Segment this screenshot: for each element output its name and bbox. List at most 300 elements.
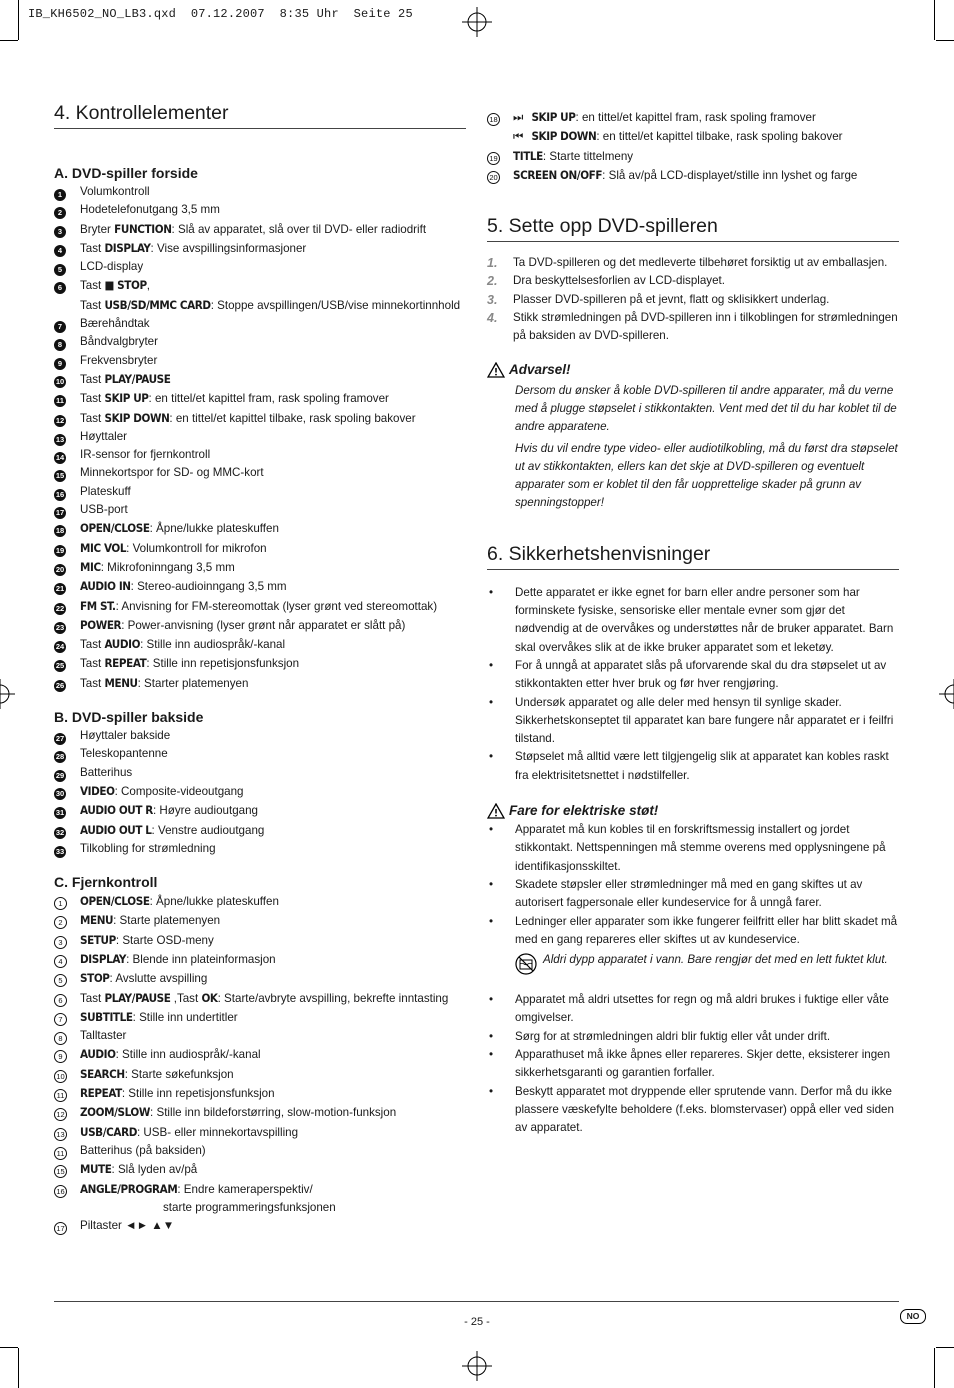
bullet-text: For å unngå at apparatet slås på uforvarende skal du dra støpselet ut av stikkontakten etter hver bruk og før hver rengjøring. bbox=[515, 658, 887, 691]
item-description: : Blende inn plateinformasjon bbox=[126, 952, 276, 966]
item-keyword: REPEAT bbox=[104, 656, 147, 671]
item-description: : Starte platemenyen bbox=[113, 914, 221, 928]
item-description: : en tittel/et kapittel tilbake, rask spoling bakover bbox=[596, 130, 843, 144]
item-number-badge: 29 bbox=[55, 770, 65, 780]
item-description: : USB- eller minnekortavspilling bbox=[136, 1125, 299, 1139]
crop-mark bbox=[936, 1347, 954, 1348]
list-item bbox=[54, 428, 466, 446]
item-number bbox=[54, 616, 80, 634]
item-keyword: AUDIO OUT L bbox=[80, 822, 152, 837]
list-item bbox=[54, 654, 466, 673]
step-text: Dra beskyttelsesforlien av LCD-displayet. bbox=[513, 274, 725, 288]
bullet-item bbox=[487, 657, 899, 694]
item-text bbox=[80, 220, 466, 239]
item-number bbox=[54, 1084, 80, 1102]
item-description: : Volumkontroll for mikrofon bbox=[126, 541, 267, 555]
item-keyword: DISPLAY bbox=[104, 240, 151, 255]
item-number-badge: 11 bbox=[54, 1147, 67, 1160]
warning-paragraph-1: Dersom du ønsker å koble DVD-spilleren til andre apparater, må du verne med å plugge støpselet i stikkontakten. Vent med det til du har koblet til de andre apparatene. bbox=[515, 383, 897, 434]
item-number bbox=[54, 911, 80, 929]
list-item bbox=[54, 239, 466, 258]
bullet-text: Apparatet må aldri utsettes for regn og må aldri brukes i fuktige eller våte omgivelser. bbox=[515, 993, 889, 1025]
item-description: : Composite-videoutgang bbox=[114, 784, 244, 798]
item-text bbox=[80, 539, 466, 558]
item-description: Teleskopantenne bbox=[80, 747, 168, 761]
item-description: Frekvensbryter bbox=[80, 353, 158, 367]
item-text bbox=[80, 464, 466, 482]
step-number: 2. bbox=[487, 274, 498, 289]
right-column bbox=[487, 108, 899, 1137]
item-number-badge: 10 bbox=[55, 376, 65, 386]
section-6-title: 6. Sikkerhetshenvisninger bbox=[487, 541, 899, 570]
list-item bbox=[54, 1160, 466, 1179]
item-text bbox=[80, 446, 466, 464]
item-number bbox=[54, 1142, 80, 1160]
list-item bbox=[54, 950, 466, 969]
bullet-text: Undersøk apparatet og alle deler med hensyn til synlige skader. Sikkerhetskonseptet til apparatet kan bare fungere når apparatet er i feilfri tilstand. bbox=[515, 695, 894, 746]
list-item bbox=[54, 1123, 466, 1142]
item-description: : Mikrofoninngang 3,5 mm bbox=[100, 560, 235, 574]
setup-step bbox=[487, 291, 899, 309]
item-text bbox=[513, 108, 899, 127]
item-number-badge: 15 bbox=[55, 471, 65, 481]
item-description: : Slå lyden av/på bbox=[111, 1163, 198, 1177]
item-description: : en tittel/et kapittel fram, rask spoling framover bbox=[575, 111, 816, 124]
item-description: Høyttaler bbox=[80, 429, 128, 443]
item-description: Tilkobling for strømledning bbox=[80, 841, 216, 855]
list-item bbox=[54, 389, 466, 408]
item-number bbox=[54, 333, 80, 351]
crop-mark bbox=[934, 1348, 935, 1388]
bullet-dot: • bbox=[489, 877, 494, 891]
item-number bbox=[54, 558, 80, 576]
bullet-text: Apparathuset må ikke åpnes eller repareres. Skjer dette, eksisterer ingen sikkerhetsgaranti og garantien forfaller. bbox=[515, 1047, 891, 1080]
setup-step bbox=[487, 309, 899, 346]
item-number-badge: 19 bbox=[487, 152, 500, 165]
step-number: 1. bbox=[487, 256, 498, 271]
item-description: : Endre kameraperspektiv/ bbox=[177, 1182, 313, 1196]
electric-shock-bullets-list bbox=[487, 821, 899, 949]
item-text bbox=[80, 501, 466, 519]
safety-bullets-list bbox=[487, 584, 899, 785]
item-description: : Starte tittelmeny bbox=[542, 149, 634, 163]
item-number bbox=[54, 764, 80, 782]
bullet-text: Støpselet må alltid være lett tilgjengelig slik at apparatet kan kobles raskt fra elektrisitetsnettet i nødstilfeller. bbox=[515, 750, 889, 782]
item-number-badge: 31 bbox=[55, 808, 65, 818]
item-text bbox=[513, 166, 899, 185]
item-number-badge: 27 bbox=[55, 734, 65, 744]
item-number bbox=[54, 501, 80, 519]
list-item bbox=[487, 108, 899, 127]
item-number-badge: 9 bbox=[54, 358, 66, 370]
item-number bbox=[54, 782, 80, 800]
skip-icon: ⏭ bbox=[513, 111, 524, 124]
step-text: Stikk strømledningen på DVD-spilleren inn i tilkoblingen for strømledningen på baksiden av DVD-spilleren. bbox=[513, 311, 898, 343]
item-description: : Åpne/lukke plateskuffen bbox=[149, 895, 279, 909]
item-number-badge: 1 bbox=[54, 189, 66, 201]
front-controls-list bbox=[54, 183, 466, 693]
list-item bbox=[54, 821, 466, 840]
list-item bbox=[54, 519, 466, 538]
item-number-badge: 17 bbox=[54, 1222, 67, 1235]
item-description: Minnekortspor for SD- og MMC-kort bbox=[80, 466, 264, 480]
item-description: : Høyre audioutgang bbox=[152, 804, 258, 818]
bullet-item bbox=[487, 991, 899, 1028]
list-item bbox=[54, 616, 466, 635]
list-item bbox=[54, 1065, 466, 1084]
item-description: : Slå av/på LCD-displayet/stille inn lyshet og farge bbox=[602, 168, 858, 182]
item-description: : Stoppe avspillingen/USB/vise minnekortinnhold bbox=[210, 298, 461, 312]
item-keyword: AUDIO IN bbox=[80, 579, 131, 594]
item-number bbox=[54, 892, 80, 910]
item-description: : Stille inn audiospråk/-kanal bbox=[115, 1048, 261, 1062]
item-keyword: ZOOM/SLOW bbox=[80, 1105, 151, 1120]
list-item bbox=[54, 1142, 466, 1160]
item-text bbox=[80, 727, 466, 745]
item-number bbox=[54, 1027, 80, 1045]
item-text bbox=[80, 969, 466, 988]
bullet-dot: • bbox=[489, 914, 494, 928]
item-number-badge: 7 bbox=[54, 321, 66, 333]
item-text bbox=[80, 239, 466, 258]
item-description: : Starter platemenyen bbox=[137, 676, 249, 690]
list-item bbox=[54, 220, 466, 239]
item-text bbox=[80, 1160, 466, 1179]
item-number bbox=[54, 969, 80, 987]
item-keyword: SUBTITLE bbox=[80, 1009, 133, 1024]
item-description: USB-port bbox=[80, 503, 128, 517]
list-item bbox=[54, 782, 466, 801]
list-item bbox=[54, 483, 466, 501]
item-description: : Starte søkefunksjon bbox=[124, 1067, 234, 1081]
item-number bbox=[54, 1180, 80, 1198]
item-number-badge: 11 bbox=[54, 395, 66, 407]
item-number bbox=[54, 409, 80, 427]
item-keyword: PLAY/PAUSE bbox=[104, 371, 171, 386]
item-number-badge: 13 bbox=[54, 1128, 67, 1141]
item-keyword: AUDIO bbox=[80, 1047, 116, 1062]
item-text bbox=[80, 764, 466, 782]
item-prefix: Tast bbox=[80, 991, 105, 1005]
list-item bbox=[54, 446, 466, 464]
list-item bbox=[54, 409, 466, 428]
list-item bbox=[54, 931, 466, 950]
item-text bbox=[80, 911, 466, 930]
item-keyword: POWER bbox=[80, 617, 122, 632]
bullet-dot: • bbox=[489, 1084, 494, 1098]
item-description: Volumkontroll bbox=[80, 185, 150, 198]
item-keyword: VIDEO bbox=[80, 783, 115, 798]
list-item bbox=[487, 166, 899, 185]
list-item bbox=[54, 892, 466, 911]
crop-mark bbox=[0, 1347, 18, 1348]
list-item bbox=[54, 1199, 466, 1217]
item-text bbox=[80, 333, 466, 351]
item-description: : Stille inn repetisjonsfunksjon bbox=[121, 1087, 275, 1101]
item-description: starte programmeringsfunksjonen bbox=[163, 1200, 336, 1214]
item-number bbox=[54, 276, 80, 294]
item-keyword: TITLE bbox=[513, 148, 543, 163]
item-keyword: DISPLAY bbox=[80, 951, 127, 966]
moisture-bullets-list bbox=[487, 991, 899, 1137]
item-keyword: SKIP DOWN bbox=[531, 129, 597, 144]
skip-icon: ⏮ bbox=[513, 130, 524, 144]
bullet-item bbox=[487, 1028, 899, 1046]
item-number-badge: 21 bbox=[55, 584, 65, 594]
item-keyword: OK bbox=[201, 990, 218, 1005]
list-item bbox=[54, 840, 466, 858]
list-item bbox=[54, 333, 466, 351]
bullet-text: Beskytt apparatet mot dryppende eller sprutende vann. Derfor må du ikke plassere væskefylte beholdere (f.eks. blomstervaser) oppå eller ved siden av apparatet. bbox=[515, 1084, 894, 1135]
item-number bbox=[54, 1123, 80, 1141]
item-number bbox=[54, 370, 80, 388]
item-description: : en tittel/et kapittel fram, rask spoling framover bbox=[148, 392, 389, 406]
danger-title: Fare for elektriske støt! bbox=[509, 803, 659, 819]
item-number bbox=[54, 1160, 80, 1178]
item-number bbox=[54, 183, 80, 201]
item-text bbox=[80, 1199, 466, 1217]
registration-mark-icon bbox=[939, 679, 954, 709]
item-number bbox=[54, 258, 80, 276]
item-keyword: PLAY/PAUSE bbox=[104, 990, 171, 1005]
item-description: : en tittel/et kapittel tilbake, rask spoling bakover bbox=[169, 411, 416, 425]
item-prefix: Tast bbox=[80, 372, 105, 386]
item-keyword: MENU bbox=[80, 913, 114, 928]
setup-step bbox=[487, 272, 899, 290]
item-number bbox=[54, 597, 80, 615]
list-item bbox=[54, 1084, 466, 1103]
item-text bbox=[80, 616, 466, 635]
item-number bbox=[54, 840, 80, 858]
crop-mark bbox=[934, 0, 935, 40]
item-number-badge: 17 bbox=[55, 508, 65, 518]
item-number bbox=[54, 315, 80, 333]
item-number-badge: 28 bbox=[55, 752, 65, 762]
bullet-dot: • bbox=[489, 585, 494, 599]
item-text bbox=[80, 931, 466, 950]
item-number bbox=[54, 464, 80, 482]
item-number bbox=[54, 220, 80, 238]
registration-mark-icon bbox=[0, 679, 15, 709]
item-number bbox=[54, 483, 80, 501]
item-text bbox=[80, 821, 466, 840]
item-number-badge: 18 bbox=[55, 526, 65, 536]
item-keyword: USB/SD/MMC CARD bbox=[104, 297, 211, 312]
item-text bbox=[513, 147, 899, 166]
bullet-item bbox=[487, 694, 899, 749]
item-text bbox=[80, 577, 466, 596]
item-description: ,Tast bbox=[170, 991, 202, 1005]
step-number: 3. bbox=[487, 292, 498, 307]
item-text bbox=[80, 483, 466, 501]
list-item bbox=[54, 464, 466, 482]
item-number-badge: 16 bbox=[55, 489, 65, 499]
warning-triangle-icon bbox=[487, 803, 505, 819]
list-item bbox=[54, 1103, 466, 1122]
bullet-text: Dette apparatet er ikke egnet for barn eller andre personer som har forminskete fysiske, sensoriske eller mentale evner som gjør det nødvendig at de overvåkes og understøttes når de bruker apparatet. Barn skal overvåkes slik at de ikke bruker apparatet som et leketøy. bbox=[515, 585, 894, 654]
item-keyword: ANGLE/PROGRAM bbox=[80, 1181, 178, 1196]
item-description: IR-sensor for fjernkontroll bbox=[80, 448, 211, 462]
bullet-dot: • bbox=[489, 695, 494, 709]
setup-steps-list bbox=[487, 254, 899, 345]
bullet-item bbox=[487, 1083, 899, 1138]
item-text bbox=[80, 1217, 466, 1235]
list-item bbox=[54, 745, 466, 763]
item-number bbox=[54, 727, 80, 745]
subsection-a-heading: A. DVD-spiller forside bbox=[54, 165, 198, 181]
bullet-item bbox=[487, 748, 899, 785]
bullet-item bbox=[487, 821, 899, 876]
item-description: : Power-anvisning (lyser grønt når apparatet er slått på) bbox=[121, 618, 406, 632]
item-number bbox=[487, 147, 513, 165]
rear-controls-list bbox=[54, 727, 466, 858]
item-number-badge: 2 bbox=[54, 207, 66, 219]
item-number bbox=[54, 1217, 80, 1235]
bullet-text: Skadete støpsler eller strømledninger må med en gang skiftes ut av autorisert fagpersonale eller kundeservice for å unngå farer. bbox=[515, 877, 863, 910]
no-immersion-icon bbox=[515, 953, 537, 975]
item-number bbox=[54, 389, 80, 407]
item-number-badge: 18 bbox=[487, 113, 500, 126]
list-item bbox=[54, 969, 466, 988]
item-number-badge: 13 bbox=[55, 434, 65, 444]
item-number bbox=[54, 1065, 80, 1083]
item-text bbox=[80, 1045, 466, 1064]
list-item bbox=[54, 635, 466, 654]
item-number bbox=[54, 950, 80, 968]
item-number-badge: 16 bbox=[54, 1185, 67, 1198]
list-item bbox=[54, 764, 466, 782]
item-text bbox=[80, 201, 466, 219]
item-text bbox=[80, 258, 466, 276]
list-item bbox=[54, 370, 466, 389]
list-item bbox=[54, 911, 466, 930]
item-text bbox=[80, 370, 466, 389]
item-keyword: FUNCTION bbox=[114, 221, 172, 236]
remote-controls-list bbox=[54, 892, 466, 1235]
bullet-item bbox=[487, 1046, 899, 1083]
list-item bbox=[54, 577, 466, 596]
list-item bbox=[487, 127, 899, 146]
item-number-badge: 11 bbox=[54, 1089, 67, 1102]
item-keyword: FM ST. bbox=[80, 598, 116, 613]
item-text bbox=[80, 409, 466, 428]
item-number-badge: 7 bbox=[54, 1013, 67, 1026]
item-number bbox=[54, 1103, 80, 1121]
item-number-badge: 20 bbox=[487, 171, 500, 184]
item-number bbox=[54, 745, 80, 763]
item-keyword: AUDIO bbox=[104, 637, 141, 652]
item-description: , bbox=[146, 279, 150, 293]
list-item bbox=[54, 539, 466, 558]
item-text bbox=[80, 352, 466, 370]
item-number-badge: 5 bbox=[54, 264, 66, 276]
item-number-badge: 14 bbox=[55, 453, 65, 463]
crop-mark bbox=[936, 40, 954, 41]
item-text bbox=[80, 1103, 466, 1122]
item-text bbox=[80, 989, 466, 1008]
page-number: - 25 - bbox=[464, 1316, 490, 1328]
item-keyword: MENU bbox=[104, 675, 138, 690]
item-keyword: SCREEN ON/OFF bbox=[513, 167, 603, 182]
item-description: : Stereo-audioinngang 3,5 mm bbox=[130, 580, 287, 594]
subsection-b-heading: B. DVD-spiller bakside bbox=[54, 709, 204, 726]
item-keyword: SEARCH bbox=[80, 1066, 125, 1081]
list-item bbox=[54, 674, 466, 693]
item-text bbox=[80, 1084, 466, 1103]
item-number-badge: 33 bbox=[55, 846, 65, 856]
list-item bbox=[54, 315, 466, 333]
item-prefix: Tast bbox=[80, 411, 105, 425]
step-text: Ta DVD-spilleren og det medleverte tilbehøret forsiktig ut av emballasjen. bbox=[513, 256, 888, 270]
item-description: Talltaster bbox=[80, 1029, 127, 1043]
item-description: Høyttaler bakside bbox=[80, 729, 171, 743]
item-number bbox=[54, 428, 80, 446]
item-number bbox=[487, 166, 513, 184]
bullet-dot: • bbox=[489, 658, 494, 672]
bullet-dot: • bbox=[489, 750, 494, 764]
list-item bbox=[54, 183, 466, 201]
item-keyword: STOP bbox=[80, 971, 110, 986]
item-number-badge: 5 bbox=[54, 974, 67, 987]
list-item bbox=[54, 597, 466, 616]
warning-title: Advarsel! bbox=[509, 361, 571, 377]
item-number-badge: 9 bbox=[54, 1050, 67, 1063]
step-number: 4. bbox=[487, 311, 498, 326]
item-prefix: Tast bbox=[80, 676, 105, 690]
item-description: : Åpne/lukke plateskuffen bbox=[149, 522, 279, 536]
item-number bbox=[487, 108, 513, 126]
language-badge: NO bbox=[900, 1309, 926, 1324]
item-keyword: USB/CARD bbox=[80, 1124, 137, 1139]
item-number bbox=[54, 989, 80, 1007]
item-number bbox=[54, 821, 80, 839]
item-keyword: MUTE bbox=[80, 1162, 112, 1177]
item-number-badge: 4 bbox=[54, 955, 67, 968]
item-number-badge: 6 bbox=[54, 282, 66, 294]
bullet-item bbox=[487, 584, 899, 657]
item-description: : Starte/avbryte avspilling, bekrefte inntasting bbox=[217, 991, 449, 1005]
item-text bbox=[80, 389, 466, 408]
item-text bbox=[80, 801, 466, 820]
item-text bbox=[80, 1142, 466, 1160]
item-number-badge: 12 bbox=[54, 1108, 67, 1121]
danger-heading bbox=[487, 801, 899, 821]
list-item bbox=[54, 1180, 466, 1199]
item-number-badge: 25 bbox=[55, 661, 65, 671]
item-text bbox=[80, 782, 466, 801]
item-keyword: SKIP UP bbox=[104, 391, 149, 406]
item-description: : Stille inn repetisjonsfunksjon bbox=[146, 657, 300, 671]
bullet-dot: • bbox=[489, 823, 494, 837]
item-text bbox=[80, 1027, 466, 1045]
item-description: Bærehåndtak bbox=[80, 317, 150, 331]
item-text bbox=[80, 674, 466, 693]
item-description: : Anvisning for FM-stereomottak (lyser grønt ved stereomottak) bbox=[115, 599, 438, 613]
item-text bbox=[80, 892, 466, 911]
item-prefix: Bryter bbox=[80, 222, 115, 236]
item-description: Piltaster ◄► ▲▼ bbox=[80, 1219, 175, 1233]
item-keyword: SKIP DOWN bbox=[104, 410, 170, 425]
item-description: Batterihus bbox=[80, 765, 133, 779]
item-number bbox=[54, 801, 80, 819]
item-text bbox=[80, 1123, 466, 1142]
water-note-text: Aldri dypp apparatet i vann. Bare rengjør det med en lett fuktet klut. bbox=[543, 953, 888, 967]
item-number-badge: 1 bbox=[54, 897, 67, 910]
file-slug: IB_KH6502_NO_LB3.qxd 07.12.2007 8:35 Uhr Seite 25 bbox=[28, 7, 413, 21]
bullet-item bbox=[487, 876, 899, 913]
item-text bbox=[513, 127, 899, 146]
list-item bbox=[54, 201, 466, 219]
